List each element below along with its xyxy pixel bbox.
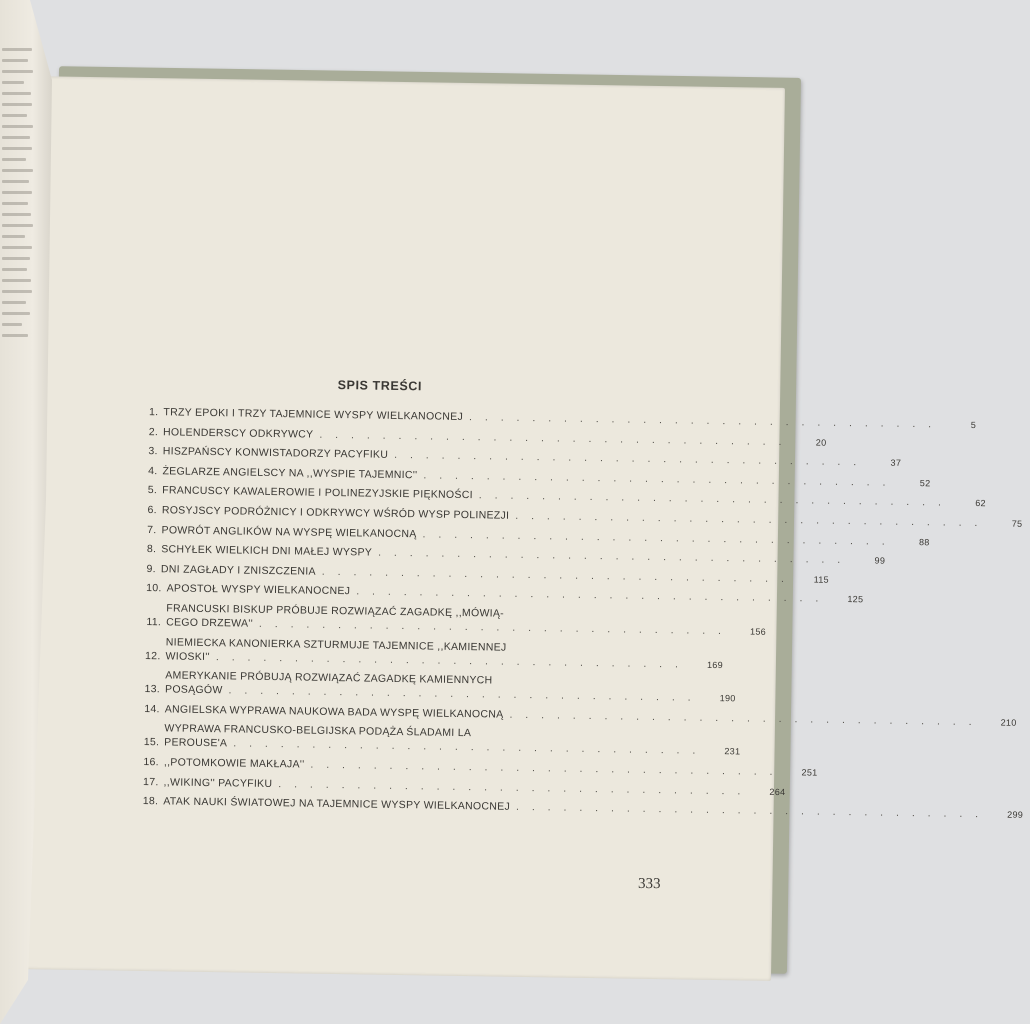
toc-entry — [140, 702, 1017, 728]
toc-entry-number: 14. — [144, 702, 160, 715]
table-of-contents — [138, 375, 1024, 821]
toc-entry-page: 52 — [919, 477, 931, 489]
toc-entry-title: ANGIELSKA WYPRAWA NAUKOWA BADA WYSPĘ WIELKANOCNĄ — [164, 703, 504, 721]
toc-leader-dots: . . . . . . . . . . . . . . . . . . . . . . . . . . . . . . — [515, 800, 984, 821]
toc-entry-title: POSĄGÓW — [164, 683, 223, 697]
toc-entry — [140, 634, 724, 671]
toc-entry — [143, 464, 931, 489]
toc-entry-title: DNI ZAGŁADY I ZNISZCZENIA — [160, 563, 316, 578]
toc-leader-dots: . . . . . . . . . . . . . . . . . . . . . . . . . . . . . . — [509, 708, 977, 728]
toc-entry-number: 16. — [143, 755, 160, 769]
toc-leader-dots: . . . . . . . . . . . . . . . . . . . . . . . . . . . . . . — [423, 469, 891, 489]
toc-entry-title: ROSYJSCY PODRÓŻNICY I ODKRYWCY WŚRÓD WYSP POLINEZJI — [161, 504, 510, 522]
toc-entry-title: HISZPAŃSCY KONWISTADORZY PACYFIKU — [162, 445, 389, 462]
toc-entry-title: SCHYŁEK WIELKICH DNI MAŁEJ WYSPY — [161, 543, 373, 559]
toc-entry-page: 115 — [813, 574, 829, 585]
toc-entry-number: 7. — [147, 523, 157, 536]
toc-entry-number: 12. — [144, 649, 161, 662]
toc-leader-dots: . . . . . . . . . . . . . . . . . . . . . . . . . . . . . . — [278, 777, 746, 797]
toc-entry-page: 190 — [719, 693, 736, 704]
toc-entry-title: ŻEGLARZE ANGIELSCY NA ,,WYSPIE TAJEMNIC'' — [162, 465, 418, 482]
toc-entry-number: 11. — [146, 615, 162, 629]
toc-entry-title: PEROUSE'A — [164, 736, 228, 750]
toc-entry-page: 264 — [769, 786, 786, 797]
toc-entry-page: 156 — [750, 626, 767, 637]
toc-entry — [138, 794, 1024, 821]
toc-leader-dots: . . . . . . . . . . . . . . . . . . . . . . . . . . . . . . — [228, 684, 696, 704]
toc-entry-page: 62 — [975, 498, 986, 509]
toc-entry-number: 18. — [142, 795, 159, 808]
toc-entry — [142, 581, 864, 606]
toc-entry-title: POWRÓT ANGLIKÓW NA WYSPĘ WIELKANOCNĄ — [161, 523, 417, 540]
toc-entry-page: 88 — [918, 536, 930, 547]
toc-entry-title: ,,POTOMKOWIE MAKŁAJA'' — [163, 756, 305, 771]
toc-entry-page: 210 — [1000, 717, 1017, 728]
toc-entry — [142, 542, 886, 567]
toc-entry-title: TRZY EPOKI I TRZY TAJEMNICE WYSPY WIELKANOCNEJ — [163, 406, 464, 424]
toc-entry — [142, 523, 930, 548]
toc-entry-number: 15. — [143, 736, 160, 749]
toc-entry-title: NIEMIECKA KANONIERKA SZTURMUJE TAJEMNICE ,,KAMIENNEJ — [165, 635, 507, 654]
toc-entry — [141, 601, 767, 638]
toc-entry-page: 231 — [724, 746, 741, 757]
toc-entry-page: 125 — [847, 594, 864, 605]
toc-entry-title: ATAK NAUKI ŚWIATOWEJ NA TAJEMNICE WYSPY WIELKANOCNEJ — [163, 795, 511, 813]
toc-entry-number: 4. — [148, 464, 158, 477]
toc-entry-title: FRANCUSCY KAWALEROWIE I POLINEZYJSKIE PIĘKNOŚCI — [162, 484, 473, 502]
toc-entry — [144, 425, 827, 448]
toc-entry — [144, 405, 977, 431]
toc-entry — [144, 444, 902, 469]
toc-leader-dots: . . . . . . . . . . . . . . . . . . . . . . . . . . . . . . — [468, 411, 937, 431]
toc-leader-dots: . . . . . . . . . . . . . . . . . . . . . . . . . . . . . . — [310, 758, 778, 778]
toc-entry-title: WIOSKI'' — [165, 649, 211, 663]
toc-entry-title: FRANCUSKI BISKUP PRÓBUJE ROZWIĄZAĆ ZAGADKĘ ,,MÓWIĄ- — [166, 602, 505, 620]
toc-entry-page: 75 — [1011, 518, 1023, 529]
toc-entry-number: 6. — [147, 504, 157, 517]
toc-entry-page: 299 — [1007, 809, 1024, 820]
toc-leader-dots: . . . . . . . . . . . . . . . . . . . . . . . . . . . . . . — [478, 489, 947, 509]
toc-entry-title: AMERYKANIE PRÓBUJĄ ROZWIĄZAĆ ZAGADKĘ KAMIENNYCH — [165, 669, 493, 687]
toc-entry-page: 99 — [874, 555, 886, 566]
toc-entry-number: 10. — [146, 582, 162, 595]
toc-leader-dots: . . . . . . . . . . . . . . . . . . . . . . . . . . . . . . — [233, 737, 701, 758]
toc-entry — [142, 562, 829, 585]
toc-entry-number: 13. — [144, 683, 161, 696]
toc-entry-number: 9. — [146, 562, 157, 575]
left-page-text-lines — [2, 40, 34, 345]
toc-leader-dots: . . . . . . . . . . . . . . . . . . . . . . . . . . . . . . — [378, 546, 846, 567]
page-number: 333 — [637, 875, 661, 893]
toc-entry-page: 169 — [706, 659, 724, 670]
toc-leader-dots: . . . . . . . . . . . . . . . . . . . . . . . . . . . . . . — [321, 565, 790, 585]
toc-entry-number: 2. — [148, 425, 159, 438]
toc-entry-page: 37 — [890, 457, 902, 469]
toc-leader-dots: . . . . . . . . . . . . . . . . . . . . . . . . . . . . . . — [422, 527, 890, 548]
toc-entry — [139, 774, 786, 797]
toc-entry-number: 3. — [148, 445, 158, 458]
toc-entry-number: 8. — [146, 543, 157, 556]
toc-entry-title: WYPRAWA FRANCUSKO-BELGIJSKA PODĄŻA ŚLADAMI LA — [164, 722, 472, 740]
toc-leader-dots: . . . . . . . . . . . . . . . . . . . . . . . . . . . . . . — [258, 617, 727, 638]
toc-entry-page: 5 — [970, 419, 977, 431]
toc-leader-dots: . . . . . . . . . . . . . . . . . . . . . . . . . . . . . . — [356, 585, 824, 606]
toc-entry-body — [165, 635, 683, 671]
toc-entry-title: ,,WIKING'' PACYFIKU — [163, 775, 273, 790]
toc-entry-title: APOSTOŁ WYSPY WIELKANOCNEJ — [166, 582, 351, 598]
toc-leader-dots: . . . . . . . . . . . . . . . . . . . . . . . . . . . . . . — [215, 650, 684, 671]
toc-entry-number: 17. — [143, 775, 159, 788]
toc-entry-number: 1. — [148, 406, 159, 419]
toc-entry-number: 5. — [147, 484, 158, 497]
toc-entry-title: HOLENDERSCY ODKRYWCY — [163, 425, 314, 441]
toc-leader-dots: . . . . . . . . . . . . . . . . . . . . . . . . . . . . . . — [319, 428, 787, 448]
toc-entry-title: CEGO DRZEWA'' — [166, 616, 254, 630]
toc-leader-dots: . . . . . . . . . . . . . . . . . . . . . . . . . . . . . . — [394, 449, 862, 469]
toc-list — [138, 405, 1024, 821]
toc-entry-page: 251 — [801, 767, 818, 778]
toc-leader-dots: . . . . . . . . . . . . . . . . . . . . . . . . . . . . . . — [515, 509, 983, 530]
toc-entry — [139, 755, 818, 778]
toc-title: SPIS TREŚCI — [337, 378, 423, 394]
toc-entry — [139, 721, 741, 758]
toc-entry — [140, 668, 736, 704]
toc-entry-page: 20 — [815, 437, 827, 448]
